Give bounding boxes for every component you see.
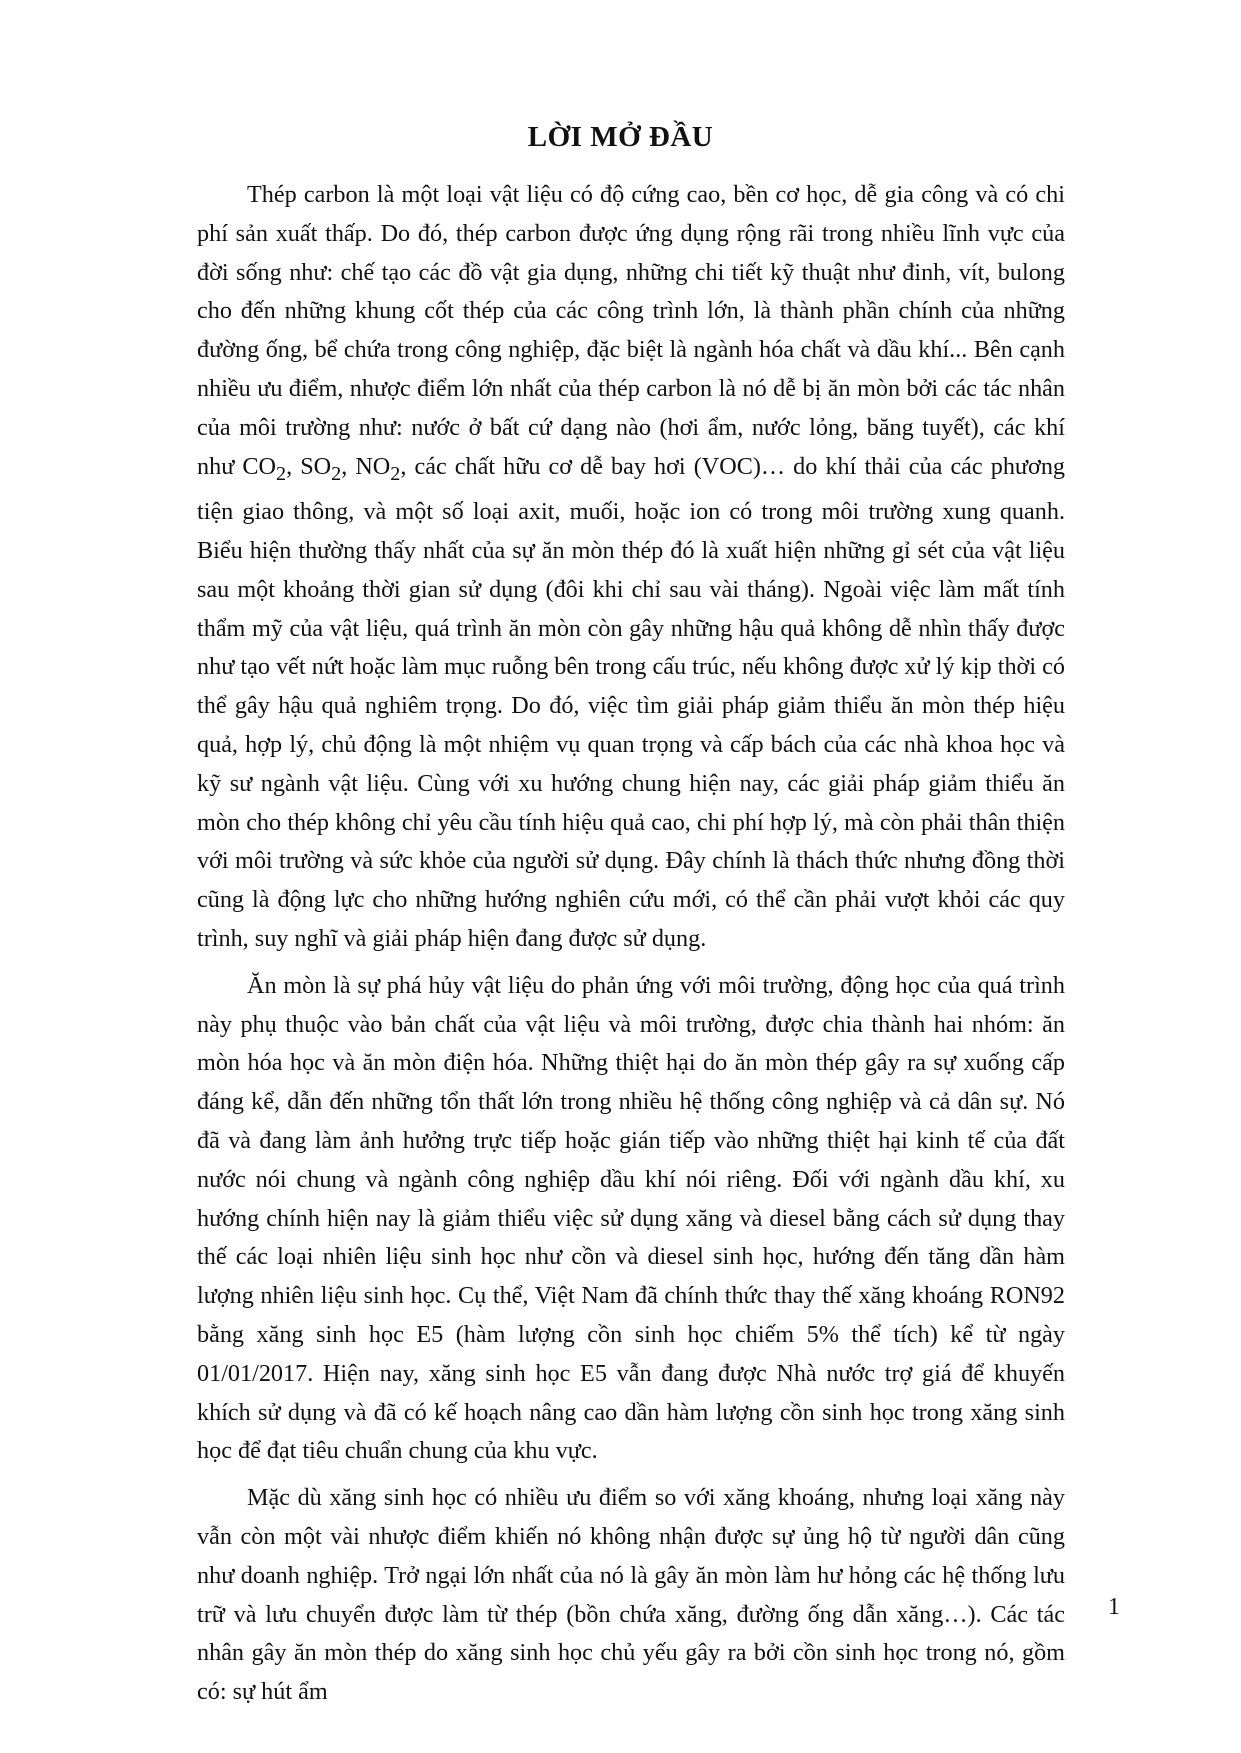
subscript-co2: 2 xyxy=(275,462,287,485)
page-title: LỜI MỞ ĐẦU xyxy=(527,121,714,153)
paragraph-1 xyxy=(197,176,1065,959)
paragraph-1-text-c: , NO xyxy=(341,452,391,480)
paragraph-1-text-b: , SO xyxy=(286,452,332,480)
paragraph-1-text-d: , các chất hữu cơ dễ bay hơi (VOC)… do khí thải của các phương tiện giao thông, và một số loại axit, muối, hoặc ion có trong môi trường xung quanh. Biểu hiện thường thấy nhất của sự ăn mòn thép đó là xuất hiện những gỉ sét của vật liệu sau một khoảng thời gian sử dụng (đôi khi chỉ sau vài tháng). Ngoài việc làm mất tính thẩm mỹ của vật liệu, quá trình ăn mòn còn gây những hậu quả không dễ nhìn thấy được như tạo vết nứt hoặc làm mục ruỗng bên trong cấu trúc, nếu không được xử lý kịp thời có thể gây hậu quả nghiêm trọng. Do đó, việc tìm giải pháp giảm thiểu ăn mòn thép hiệu quả, hợp lý, chủ động là một nhiệm vụ quan trọng và cấp bách của các nhà khoa học và kỹ sư ngành vật liệu. Cùng với xu hướng chung hiện nay, các giải pháp giảm thiểu ăn mòn cho thép không chỉ yêu cầu tính hiệu quả cao, chi phí hợp lý, mà còn phải thân thiện với môi trường và sức khỏe của người sử dụng. Đây chính là thách thức nhưng đồng thời cũng là động lực cho những hướng nghiên cứu mới, có thể cần phải vượt khỏi các quy trình, suy nghĩ và giải pháp hiện đang được sử dụng. xyxy=(197,452,1066,952)
paragraph-1-text-a: Thép carbon là một loại vật liệu có độ cứng cao, bền cơ học, dễ gia công và có chi phí sản xuất thấp. Do đó, thép carbon được ứng dụng rộng rãi trong nhiều lĩnh vực của đời sống như: chế tạo các đồ vật gia dụng, những chi tiết kỹ thuật như đinh, vít, bulong cho đến những khung cốt thép của các công trình lớn, là thành phần chính của những đường ống, bể chứa trong công nghiệp, đặc biệt là ngành hóa chất và dầu khí... Bên cạnh nhiều ưu điểm, nhược điểm lớn nhất của thép carbon là nó dễ bị ăn mòn bởi các tác nhân của môi trường như: nước ở bất cứ dạng nào (hơi ẩm, nước lỏng, băng tuyết), các khí như CO xyxy=(197,181,1065,480)
paragraph-3: Mặc dù xăng sinh học có nhiều ưu điểm so với xăng khoáng, nhưng loại xăng này vẫn còn một vài nhược điểm khiến nó không nhận được sự ủng hộ từ người dân cũng như doanh nghiệp. Trở ngại lớn nhất của nó là gây ăn mòn làm hư hỏng các hệ thống lưu trữ và lưu chuyển được làm từ thép (bồn chứa xăng, đường ống dẫn xăng…). Các tác nhân gây ăn mòn thép do xăng sinh học chủ yếu gây ra bởi cồn sinh học trong nó, gồm có: sự hút ẩm xyxy=(197,1484,1065,1706)
subscript-no2: 2 xyxy=(390,462,401,485)
subscript-so2: 2 xyxy=(331,462,342,485)
paragraph-2: Ăn mòn là sự phá hủy vật liệu do phản ứng với môi trường, động học của quá trình này phụ thuộc vào bản chất của vật liệu và môi trường, được chia thành hai nhóm: ăn mòn hóa học và ăn mòn điện hóa. Những thiệt hại do ăn mòn thép gây ra sự xuống cấp đáng kể, dẫn đến những tổn thất lớn trong nhiều hệ thống công nghiệp và cả dân sự. Nó đã và đang làm ảnh hưởng trực tiếp hoặc gián tiếp vào những thiệt hại kinh tế của đất nước nói chung và ngành công nghiệp dầu khí nói riêng. Đối với ngành dầu khí, xu hướng chính hiện nay là giảm thiểu việc sử dụng xăng và diesel bằng cách sử dụng thay thế các loại nhiên liệu sinh học như cồn và diesel sinh học, hướng đến tăng dần hàm lượng nhiên liệu sinh học. Cụ thể, Việt Nam đã chính thức thay thế xăng khoáng RON92 bằng xăng sinh học E5 (hàm lượng cồn sinh học chiếm 5% thể tích) kể từ ngày 01/01/2017. Hiện nay, xăng sinh học E5 vẫn đang được Nhà nước trợ giá để khuyến khích sử dụng và đã có kế hoạch nâng cao dần hàm lượng cồn sinh học trong xăng sinh học để đạt tiêu chuẩn chung của khu vực. xyxy=(197,971,1065,1465)
page-number: 1 xyxy=(1108,1594,1120,1620)
body-text xyxy=(197,176,1065,1712)
